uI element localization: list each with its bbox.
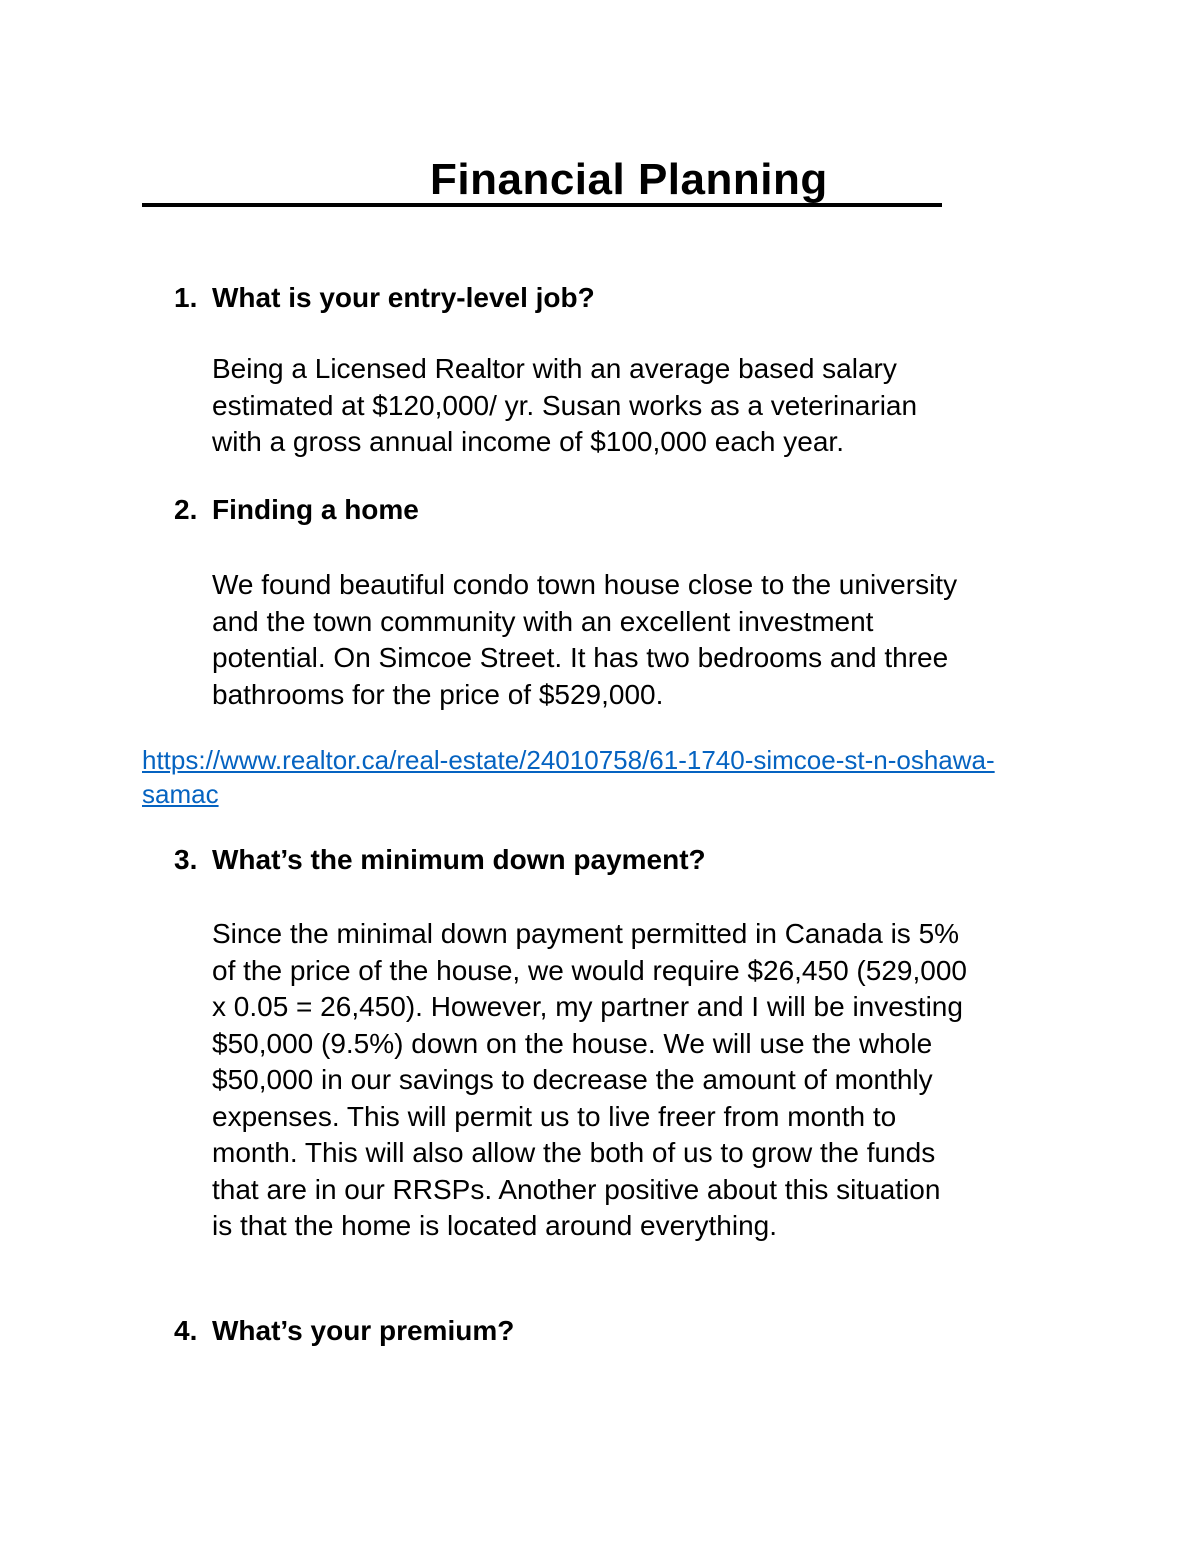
body-line: that are in our RRSPs. Another positive about this situation	[212, 1173, 941, 1205]
body-line: x 0.05 = 26,450). However, my partner and I will be investing	[212, 991, 963, 1022]
body-line: $50,000 in our savings to decrease the amount of monthly	[212, 1064, 933, 1095]
section-1-body	[212, 351, 917, 461]
body-line: month. This will also allow the both of us to grow the funds	[212, 1137, 936, 1168]
section-number: 1.	[174, 282, 198, 313]
page-title: Financial Planning	[430, 155, 828, 204]
body-line: is that the home is located around everything.	[212, 1210, 778, 1241]
section-number: 3.	[174, 844, 198, 875]
body-line: expenses. This will permit us to live freer from month to	[212, 1100, 897, 1132]
body-line: $50,000 (9.5%) down on the house. We will use the whole	[212, 1027, 933, 1059]
body-line: We found beautiful condo town house close to the university	[212, 569, 958, 600]
body-line: potential. On Simcoe Street. It has two bedrooms and three	[212, 642, 949, 673]
section-heading-text: What is your entry-level job?	[212, 282, 595, 313]
body-line: of the price of the house, we would require $26,450 (529,000	[212, 954, 967, 986]
section-number: 2.	[174, 494, 198, 525]
section-3-body	[212, 916, 967, 1245]
section-heading-text: What’s the minimum down payment?	[212, 844, 706, 875]
realtor-listing-link[interactable]	[142, 743, 995, 811]
section-heading-text: What’s your premium?	[212, 1315, 515, 1346]
section-2-body	[212, 567, 957, 713]
body-line: with a gross annual income of $100,000 each year.	[212, 426, 844, 457]
section-heading-text: Finding a home	[212, 494, 419, 525]
body-line: estimated at $120,000/ yr. Susan works as a veterinarian	[212, 389, 918, 421]
link-line[interactable]: samac	[142, 779, 219, 809]
body-line: and the town community with an excellent investment	[212, 605, 874, 637]
body-line: Being a Licensed Realtor with an average based salary	[212, 353, 897, 384]
body-line: bathrooms for the price of $529,000.	[212, 678, 664, 710]
link-line[interactable]: https://www.realtor.ca/real-estate/24010758/61-1740-simcoe-st-n-oshawa-	[142, 745, 995, 775]
section-number: 4.	[174, 1315, 198, 1346]
body-line: Since the minimal down payment permitted in Canada is 5%	[212, 918, 960, 949]
